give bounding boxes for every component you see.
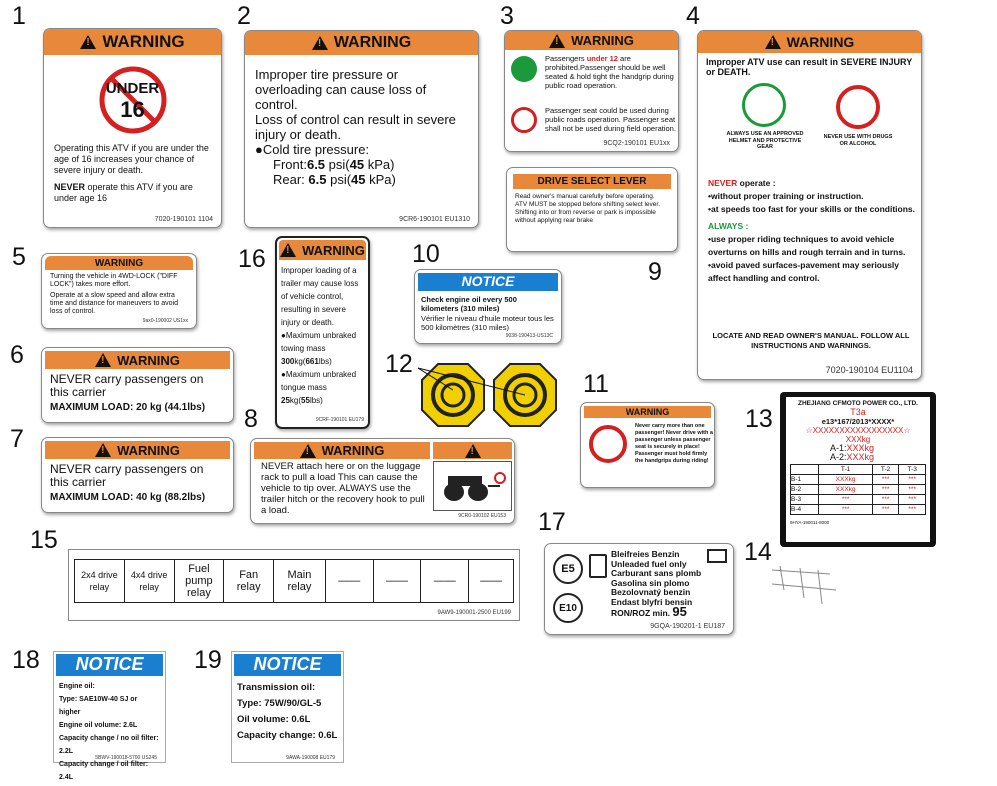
label-15-relay-panel (68, 549, 520, 621)
footer-text: LOCATE AND READ OWNER'S MANUAL. FOLLOW ALL INSTRUCTIONS AND WARNINGS. (712, 331, 910, 350)
label-6-carrier-warning-20kg (41, 347, 234, 423)
carrier-text: NEVER carry passengers on this carrier (50, 462, 204, 489)
alcohol-caption: NEVER USE WITH DRUGS OR ALCOHOL (823, 134, 893, 147)
e10-badge: E10 (553, 593, 583, 623)
trailer-text: Improper loading of a trailer may cause loss of vehicle control, resulting in severe injury or death. ●Maximum unbraked towing mass 300kg(661lbs) ●Maximum unbraked tongue mass 25kg(55lbs) (281, 266, 359, 405)
warning-triangle-icon (280, 243, 296, 257)
warning-triangle-icon (765, 35, 781, 49)
label-number: 12 (385, 350, 413, 378)
warning-header: WARNING (786, 34, 855, 50)
relay-cell: Fuel pump relay (175, 560, 225, 602)
no-passenger-icon (511, 107, 537, 133)
relay-cell: 4x4 drive relay (125, 560, 175, 602)
max-load-text: MAXIMUM LOAD: 40 kg (88.2lbs) (50, 492, 206, 503)
label-1-under-16-warning (43, 28, 222, 228)
warning-triangle-icon (465, 444, 481, 458)
warning-symbol (433, 442, 512, 459)
warning-triangle-icon (95, 443, 111, 457)
label-4-atv-use-warning (697, 30, 922, 380)
part-code: 9ax0-190002 US1xx (142, 318, 188, 324)
label-number: 8 (244, 405, 258, 433)
notice-header: NOTICE (234, 654, 341, 676)
label-number: 11 (583, 370, 609, 398)
warning-triangle-icon (80, 35, 96, 49)
transmission-spec-text: Transmission oil: Type: 75W/90/GL-5 Oil volume: 0.6L Capacity change: 0.6L (237, 682, 338, 741)
axle-2-value: XXXkg (846, 452, 875, 462)
vin-number: ☆XXXXXXXXXXXXXXXXX☆ (805, 426, 911, 435)
part-code: 7020-190104 EU1104 (825, 365, 913, 375)
intro-text: Improper ATV use can result in SEVERE INJURY or DEATH. (706, 57, 913, 77)
tow-text: NEVER attach here or on the luggage rack to pull a load This can cause the vehicle to tip over. ALWAYS use the trailer hitch or the recovery hook to pull a load. (261, 461, 425, 516)
part-code: 9CQ2-190101 EU1xx (603, 140, 670, 147)
warning-triangle-icon (312, 36, 328, 50)
part-code: 9038-190413-US13C (505, 333, 553, 339)
lever-instructions: Read owner's manual carefully before operating. ATV MUST be stopped before shifting select lever. Shifting into or from reverse or park is impossible without applying rear brake (515, 193, 660, 224)
label-2-tire-pressure-warning (244, 30, 479, 228)
age-number: 16 (120, 97, 145, 122)
e5-badge: E5 (553, 554, 583, 584)
relay-grid (74, 559, 514, 603)
label-number: 14 (744, 538, 772, 566)
atv-passenger-icon (511, 56, 537, 82)
notice-header: NOTICE (418, 273, 558, 291)
relay-cell: Main relay (274, 560, 326, 602)
warning-header: WARNING (117, 352, 180, 368)
passenger-seat-text: Passenger seat could be used during public roads operation. Passenger seat shall not be used during field operation. (545, 106, 676, 133)
label-8-luggage-rack-warning (250, 438, 515, 524)
tire-warning-text: Improper tire pressure or overloading can cause loss of control. Loss of control can result in severe injury or death. ●Cold tire pressure: Front:6.5 psi(45 kPa) Rear: 6.5 psi(45 kPa) (255, 67, 456, 187)
label-number: 9 (648, 258, 662, 286)
mass-table: T-1 T-2 T-3 B-1 XXXkg *** *** B-2 XXXkg *** *** B-3 *** *** *** B-4 *** *** *** (790, 464, 926, 515)
under-16-prohibited-icon (98, 65, 168, 135)
notice-header: NOTICE (56, 654, 163, 676)
warning-header: WARNING (302, 242, 365, 258)
oil-check-text: Check engine oil every 500 kilometers (310 miles) (421, 295, 517, 313)
label-number: 15 (30, 526, 58, 554)
part-code: 9CRF-190101 EU179 (315, 417, 364, 423)
relay-cell: —— (326, 560, 374, 602)
label-number: 1 (12, 2, 26, 30)
category: T3a (850, 407, 866, 417)
label-number: 4 (686, 2, 700, 30)
warning-header: WARNING (94, 257, 144, 269)
no-passenger-icon (589, 425, 627, 463)
axle-1-value: XXXkg (846, 443, 875, 453)
relay-cell: —— (421, 560, 469, 602)
oil-check-french: Vérifier le niveau d'huile moteur tous les 500 kilomètres (310 miles) (421, 314, 554, 332)
part-code: 9AWA-190008 EU179 (286, 755, 335, 761)
passenger-text: Never carry more than one passenger! Never drive with a passenger unless passenger seat is securely in place! Passenger must hold firmly the handgrips during riding! (635, 423, 713, 464)
warning-header: WARNING (333, 34, 412, 51)
part-code: 9HYA-190011-8000 (790, 520, 830, 525)
relay-cell: Fan relay (224, 560, 274, 602)
max-load-text: MAXIMUM LOAD: 20 kg (44.1lbs) (50, 402, 206, 413)
oil-spec-text: Engine oil: Type: SAE10W-40 SJ or higher Engine oil volume: 2.6L Capacity change / no oil filter: 2.2L Capacity change / oil filter: 2.4L (59, 683, 159, 781)
warning-header: WARNING (571, 33, 634, 48)
label-19-transmission-oil-notice (231, 651, 344, 763)
fuel-text: Bleifreies Benzin Unleaded fuel only Carburant sans plomb Gasolina sin plomo Bezolovnatý benzin Endast blyfri bensin RON/ROZ min. 95 (611, 549, 702, 619)
label-number: 7 (10, 425, 24, 453)
label-number: 6 (10, 341, 24, 369)
part-code: 9AW9-190001-2500 EU199 (437, 610, 511, 616)
passenger-text: Passengers under 12 are prohibited.Passenger should be well seated & hold tight the handgrip during public road operation. (545, 54, 674, 90)
slow-speed-text: Operate at a slow speed and allow extra time and distance for maneuvers to avoid loss of control. (50, 292, 179, 315)
part-code: 5BWV-190018-5700 US245 (95, 755, 157, 761)
label-number: 3 (500, 2, 514, 30)
label-13-vin-plate (780, 392, 936, 547)
approval-number: e13*167/2013*XXXX* (821, 417, 895, 426)
label-number: 16 (238, 245, 266, 273)
relay-cell: —— (480, 575, 503, 587)
part-code: 7020-190101 1104 (154, 216, 213, 223)
diff-lock-text: Turning the vehicle in 4WD-LOCK ("DIFF LOCK") takes more effort. (50, 273, 178, 288)
axle-1-label: A-1: (830, 443, 847, 453)
company-name: ZHEJIANG CFMOTO POWER CO., LTD. (797, 400, 918, 407)
label-16-trailer-warning (275, 236, 370, 429)
label-text: Operating this ATV if you are under the age of 16 increases your chance of severe injury or death. (54, 143, 209, 175)
under-text: UNDER (105, 80, 160, 97)
label-10-engine-oil-notice (414, 269, 562, 344)
warning-header: WARNING (102, 32, 185, 51)
relay-cell: 2x4 drive relay (75, 560, 125, 602)
label-number: 13 (745, 405, 773, 433)
mass-value: XXXkg (845, 435, 871, 444)
atv-tow-icon (433, 461, 512, 511)
axle-2-label: A-2: (830, 452, 847, 462)
part-code: 9CR6-190101 EU1310 (399, 216, 470, 223)
label-7-carrier-warning-40kg (41, 437, 234, 513)
carrier-text: NEVER carry passengers on this carrier (50, 372, 204, 399)
warning-triangle-icon (549, 34, 565, 48)
label-5-diff-lock-warning (41, 253, 197, 329)
label-number: 10 (412, 240, 440, 268)
warning-triangle-icon (95, 353, 111, 367)
label-11-passenger-warning (580, 402, 715, 488)
relay-cell: —— (374, 560, 422, 602)
warning-header: WARNING (117, 442, 180, 458)
helmet-icon (742, 83, 786, 127)
lever-header: DRIVE SELECT LEVER (513, 174, 671, 189)
warning-triangle-icon (300, 444, 316, 458)
label-3-passenger-warning (504, 30, 679, 152)
no-alcohol-icon (836, 85, 880, 129)
part-code: 9GQA-190201-1 EU187 (650, 623, 725, 630)
label-number: 17 (538, 508, 566, 536)
label-9-drive-select-lever (506, 167, 678, 252)
never-section: NEVER operate : •without proper training or instruction. •at speeds too fast for your skills or the conditions. ALWAYS : •use proper riding techniques to avoid vehicle overturns on hills and rough terrain and in turns. •avoid paved surfaces-pavement may seriously affect handling and control. (708, 178, 916, 283)
part-code: 9CR0-190102 EU153 (458, 513, 506, 519)
label-17-fuel-label (544, 543, 734, 635)
warning-header: WARNING (321, 443, 385, 458)
fuel-pump-icon (589, 554, 607, 578)
label-number: 19 (194, 646, 222, 674)
warning-header: WARNING (625, 407, 670, 417)
helmet-caption: ALWAYS USE AN APPROVED HELMET AND PROTECTIVE GEAR (726, 131, 804, 150)
label-18-engine-oil-notice (53, 651, 166, 781)
label-number: 5 (12, 243, 26, 271)
label-number: 18 (12, 646, 40, 674)
never-text: NEVER operate this ATV if you are under age 16 (54, 182, 193, 203)
label-number: 2 (237, 2, 251, 30)
